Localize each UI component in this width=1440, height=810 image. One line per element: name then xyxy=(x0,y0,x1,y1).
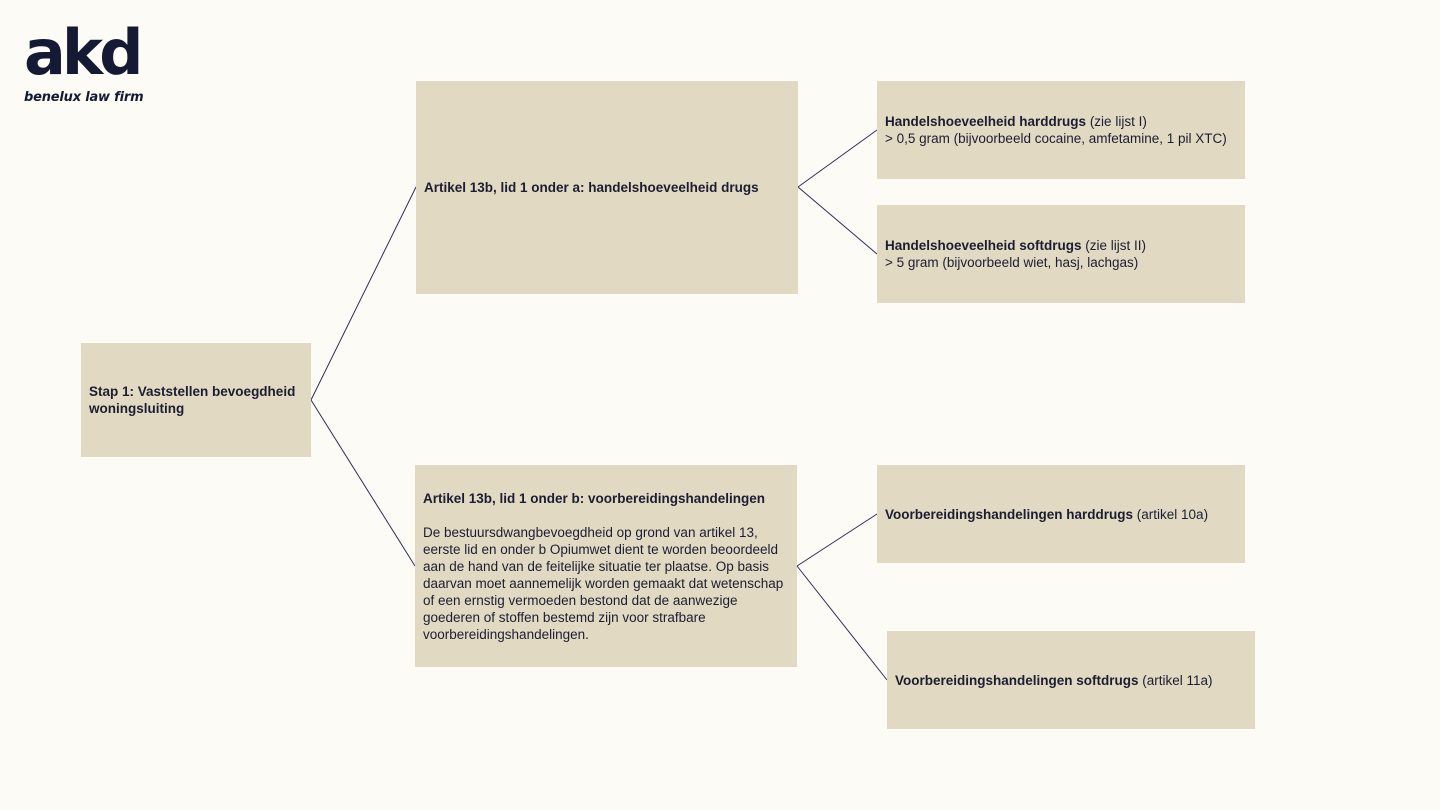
art-b-node xyxy=(415,465,797,667)
hard-prep-node-title: Voorbereidingshandelingen harddrugs xyxy=(885,506,1134,522)
hard-prep-node-note: (artikel 10a) xyxy=(1133,506,1209,522)
hard-qty-node-heading xyxy=(885,113,1237,130)
soft-prep-node-title: Voorbereidingshandelingen softdrugs xyxy=(895,672,1139,688)
soft-qty-node-title: Handelshoeveelheid softdrugs xyxy=(885,238,1082,253)
logo-tagline: benelux law firm xyxy=(24,90,144,105)
soft-qty-node-note: (zie lijst II) xyxy=(1081,238,1147,253)
soft-qty-node-detail: > 5 gram (bijvoorbeeld wiet, hasj, lachgas) xyxy=(885,255,1139,270)
hard-qty-node-title: Handelshoeveelheid harddrugs xyxy=(885,114,1087,129)
soft-prep-node-note: (artikel 11a) xyxy=(1138,672,1213,688)
art-b-node-title: Artikel 13b, lid 1 onder b: voorbereidingshandelingen xyxy=(423,490,766,506)
soft-prep-node-heading xyxy=(895,672,1247,689)
root-node xyxy=(81,343,311,457)
connector-root-art-b xyxy=(311,400,415,566)
logo-mark: akd xyxy=(24,16,140,89)
hard-prep-node-heading xyxy=(885,506,1237,523)
connector-art-b-soft-prep xyxy=(797,566,887,680)
art-a-node xyxy=(416,81,798,294)
art-a-node-title: Artikel 13b, lid 1 onder a: handelshoeveelheid drugs xyxy=(424,180,759,195)
soft-qty-node-heading xyxy=(885,237,1237,254)
connector-art-a-hard-qty xyxy=(798,130,877,187)
connector-art-b-hard-prep xyxy=(797,514,877,566)
soft-qty-node xyxy=(877,205,1245,303)
connector-art-a-soft-qty xyxy=(798,187,877,254)
hard-qty-node-detail: > 0,5 gram (bijvoorbeeld cocaine, amfetamine, 1 pil XTC) xyxy=(885,131,1227,146)
soft-prep-node xyxy=(887,631,1255,729)
root-node-title: Stap 1: Vaststellen bevoegdheid woningsluiting xyxy=(89,384,296,416)
hard-prep-node xyxy=(877,465,1245,563)
connector-root-art-a xyxy=(311,187,416,400)
hard-qty-node xyxy=(877,81,1245,179)
art-b-node-description: De bestuursdwangbevoegdheid op grond van artikel 13, eerste lid en onder b Opiumwet dient te worden beoordeeld aan de hand van de feitelijke situatie ter plaatse. Op basis daarvan moet aannemelijk worden gemaakt dat wetenschap of een ernstig vermoeden bestond dat de aanwezige goederen of stoffen bestemd zijn voor strafbare voorbereidingshandelingen. xyxy=(423,524,784,642)
hard-qty-node-note: (zie lijst I) xyxy=(1086,114,1147,129)
